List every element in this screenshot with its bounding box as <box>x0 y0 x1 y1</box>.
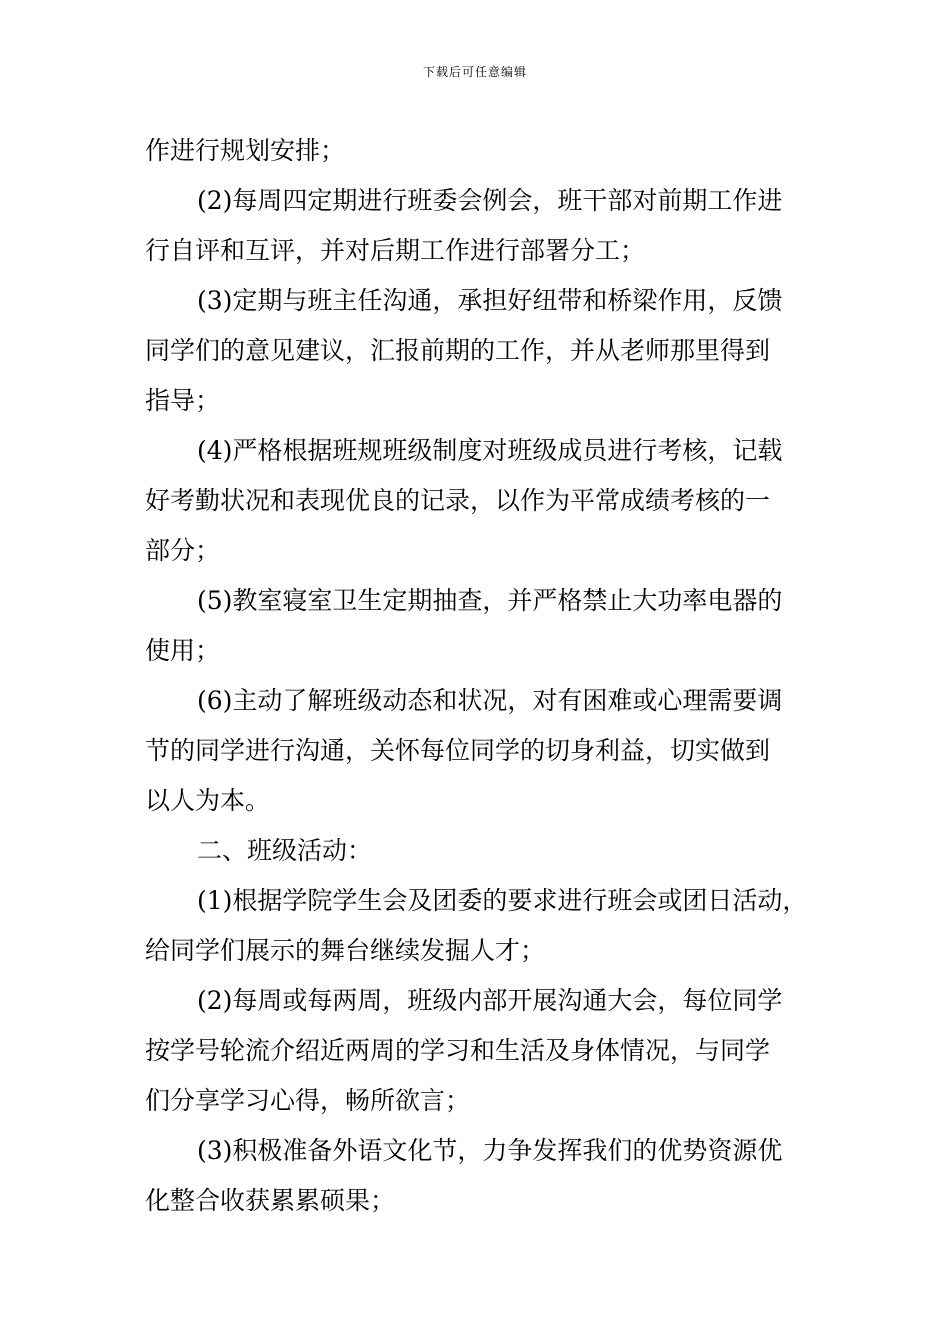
text-line: 使用； <box>145 636 221 665</box>
text-line: (2)每周四定期进行班委会例会，班干部对前期工作进 <box>197 186 783 215</box>
document-body <box>145 126 813 1226</box>
text-line: 指导； <box>145 386 221 415</box>
text-line: (3)积极准备外语文化节，力争发挥我们的优势资源优 <box>197 1136 783 1165</box>
text-line: 节的同学进行沟通，关怀每位同学的切身利益，切实做到 <box>145 736 771 765</box>
text-line: 部分； <box>145 536 221 565</box>
text-line: 好考勤状况和表现优良的记录，以作为平常成绩考核的一 <box>145 486 771 515</box>
section-heading: 二、班级活动： <box>197 836 373 865</box>
text-line: (6)主动了解班级动态和状况，对有困难或心理需要调 <box>197 686 783 715</box>
text-line: 同学们的意见建议，汇报前期的工作，并从老师那里得到 <box>145 336 771 365</box>
text-line: 行自评和互评，并对后期工作进行部署分工； <box>145 236 646 265</box>
text-line: (1)根据学院学生会及团委的要求进行班会或团日活动， <box>197 886 808 915</box>
text-line: 化整合收获累累硕果； <box>145 1186 396 1215</box>
text-line: 按学号轮流介绍近两周的学习和生活及身体情况，与同学 <box>145 1036 771 1065</box>
text-line: (2)每周或每两周，班级内部开展沟通大会，每位同学 <box>197 986 783 1015</box>
text-line: (4)严格根据班规班级制度对班级成员进行考核，记载 <box>197 436 783 465</box>
text-line: 给同学们展示的舞台继续发掘人才； <box>145 936 546 965</box>
text-line: (3)定期与班主任沟通，承担好纽带和桥梁作用，反馈 <box>197 286 783 315</box>
text-line: (5)教室寝室卫生定期抽查，并严格禁止大功率电器的 <box>197 586 783 615</box>
text-line: 作进行规划安排； <box>145 136 346 165</box>
text-line: 们分享学习心得，畅所欲言； <box>145 1086 471 1115</box>
page-header: 下载后可任意编辑 <box>422 65 527 79</box>
text-line: 以人为本。 <box>145 786 271 815</box>
